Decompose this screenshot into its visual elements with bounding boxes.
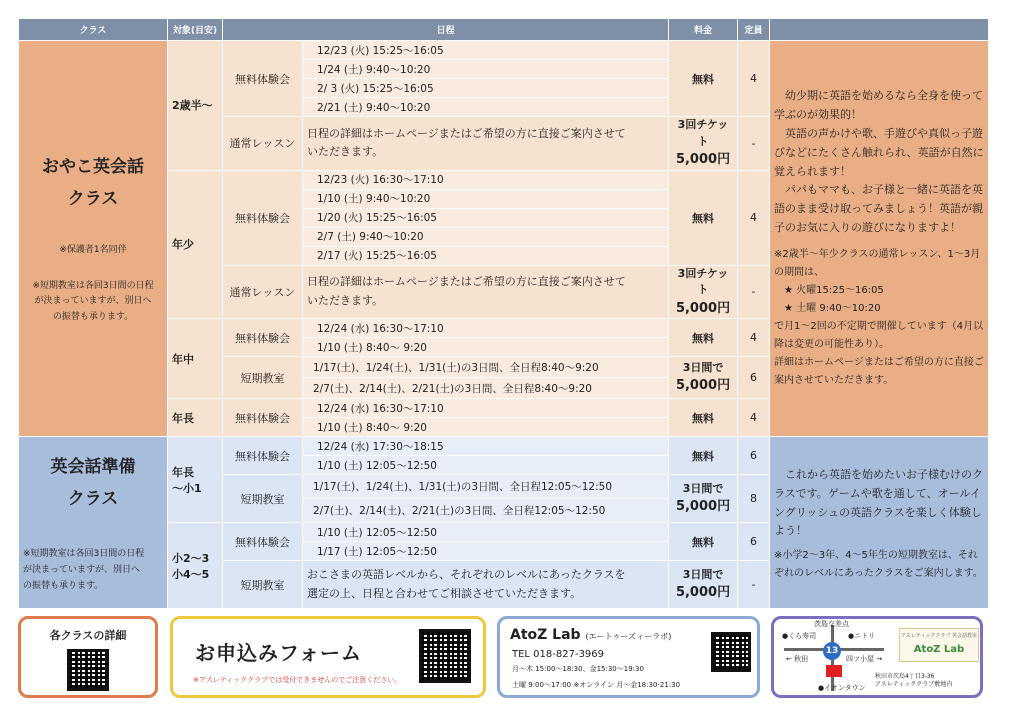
fee-cell: 3回チケット 5,000円 — [669, 265, 738, 319]
date-cell: 1/10 (土) 8:40〜 9:20 — [303, 418, 669, 437]
fee-cell: 無料 — [669, 523, 738, 561]
date-cell: 1/20 (火) 15:25〜16:05 — [303, 208, 669, 227]
capacity-cell: - — [738, 265, 770, 319]
capacity-cell: 6 — [738, 437, 770, 475]
map-label: ●イオンタウン — [818, 684, 866, 692]
fee-cell: 無料 — [669, 437, 738, 475]
capacity-cell: 8 — [738, 475, 770, 523]
map-label: 四ツ小屋 → — [846, 655, 883, 663]
short-label: 短期教室 — [223, 561, 303, 609]
lab-name: AtoZ Lab (エートゥーズィーラボ) — [510, 627, 672, 643]
age-cell: 年長 — [168, 399, 223, 437]
date-cell: 2/7(土)、2/14(土)、2/21(土)の3日間、全日程8:40〜9:20 — [303, 378, 669, 399]
regular-detail: 日程の詳細はホームページまたはご希望の方に直接ご案内させて いただきます。 — [303, 265, 669, 319]
short-detail: おこさまの英語レベルから、それぞれのレベルにあったクラスを 選定の上、日程と合わせてご相談させていただきます。 — [303, 561, 669, 609]
class-details-card[interactable] — [18, 616, 158, 698]
junbi-short-note: ※短期教室は各回3日間の日程 が決まっていますが、別日へ の振替も承ります。 — [23, 549, 145, 591]
phone-number[interactable]: TEL 018-827-3969 — [512, 649, 605, 660]
date-cell: 1/17 (土) 12:05〜12:50 — [303, 542, 669, 561]
junbi-title: 英会話準備 クラス — [50, 456, 136, 509]
fee-cell: 3日間で 5,000円 — [669, 561, 738, 609]
oyako-class-cell — [19, 41, 168, 437]
fee-cell: 3回チケット 5,000円 — [669, 117, 738, 171]
date-cell: 1/10 (土) 9:40〜10:20 — [303, 189, 669, 208]
header-age: 対象(目安) — [168, 19, 223, 41]
header-fee: 料金 — [669, 19, 738, 41]
trial-label: 無料体験会 — [223, 523, 303, 561]
capacity-cell: - — [738, 561, 770, 609]
date-cell: 1/10 (土) 12:05〜12:50 — [303, 456, 669, 475]
age-cell: 年長 〜小1 — [168, 437, 223, 523]
date-cell: 2/ 3 (火) 15:25〜16:05 — [303, 79, 669, 98]
fee-cell: 無料 — [669, 41, 738, 117]
date-cell: 12/23 (火) 16:30〜17:10 — [303, 170, 669, 189]
trial-label: 無料体験会 — [223, 170, 303, 265]
contact-card — [497, 616, 760, 698]
trial-label: 無料体験会 — [223, 437, 303, 475]
map-label: ●ニトリ — [848, 632, 876, 640]
map-card — [771, 616, 983, 698]
junbi-class-cell — [19, 437, 168, 609]
map-label: ← 秋田 — [786, 655, 809, 663]
date-cell: 12/24 (水) 16:30〜17:10 — [303, 399, 669, 418]
trial-label: 無料体験会 — [223, 399, 303, 437]
date-cell: 1/17(土)、1/24(土)、1/31(土)の3日間、全日程12:05〜12:50 — [303, 475, 669, 499]
class-details-label: 各クラスの詳細 — [49, 629, 127, 642]
trial-label: 無料体験会 — [223, 319, 303, 357]
atoz-lab-logo: アスレティッククラブ 英会話教室 AtoZ Lab — [899, 628, 979, 662]
fee-cell: 無料 — [669, 170, 738, 265]
capacity-cell: 4 — [738, 170, 770, 265]
capacity-cell: 4 — [738, 319, 770, 357]
hours-weekday: 月〜木 15:00〜18:30、金15:30〜19:30 — [512, 665, 644, 673]
date-cell: 12/24 (水) 16:30〜17:10 — [303, 319, 669, 338]
qr-code-icon[interactable] — [711, 632, 751, 672]
fee-cell: 3日間で 5,000円 — [669, 475, 738, 523]
header-capacity: 定員 — [738, 19, 770, 41]
junbi-description: これから英語を始めたいお子様むけのクラスです。ゲームや歌を通して、オールイングリッシュの英語クラスを楽しく体験しよう！ ※小学2〜3年、4〜5年生の短期教室は、それぞれのレベルにあったクラスをご案内します。 — [770, 437, 989, 609]
age-cell: 年少 — [168, 170, 223, 319]
date-cell: 2/17 (火) 15:25〜16:05 — [303, 246, 669, 265]
application-form-note: ※アスレティッククラブでは受付できませんのでご注意ください。 — [193, 676, 402, 684]
capacity-cell: - — [738, 117, 770, 171]
schedule-table — [18, 18, 989, 609]
location-marker-icon — [826, 665, 842, 677]
date-cell: 2/7(土)、2/14(土)、2/21(土)の3日間、全日程12:05〜12:50 — [303, 499, 669, 523]
regular-detail: 日程の詳細はホームページまたはご希望の方に直接ご案内させて いただきます。 — [303, 117, 669, 171]
fee-cell: 無料 — [669, 399, 738, 437]
date-cell: 12/23 (火) 15:25〜16:05 — [303, 41, 669, 60]
application-form-card[interactable] — [170, 616, 486, 698]
date-cell: 1/10 (土) 12:05〜12:50 — [303, 523, 669, 542]
age-cell: 年中 — [168, 319, 223, 399]
oyako-short-note: ※短期教室は各回3日間の日程 が決まっていますが、別日へ の振替も承ります。 — [32, 280, 154, 323]
date-cell: 1/10 (土) 8:40〜 9:20 — [303, 338, 669, 357]
oyako-title: おやこ英会話 クラス — [42, 157, 144, 210]
oyako-description: 幼少期に英語を始めるなら全身を使って学ぶのが効果的！ 英語の声かけや歌、手遊びや真似っ子遊びなどにたくさん触れられ、英語が自然に覚えられます！ パパもママも、お子様と一緒に英語を英語のまま受け取ってみましょう！英語が親子のお気に入りの遊びになりますよ！ ※2歳半〜年少クラスの通常レッスン、1〜3月の期間は、 ★ 火曜15:25〜16:05 ★ 土曜 9:40〜10:20 で月1〜2回の不定期で開催しています（4月以降は変更の可能性あり）。 詳細はホームページまたはご希望の方に直接ご案内させていただきます。 — [770, 41, 989, 437]
capacity-cell: 6 — [738, 523, 770, 561]
capacity-cell: 4 — [738, 41, 770, 117]
date-cell: 1/24 (土) 9:40〜10:20 — [303, 60, 669, 79]
regular-label: 通常レッスン — [223, 117, 303, 171]
trial-label: 無料体験会 — [223, 41, 303, 117]
map-label: ●くら寿司 — [782, 632, 817, 640]
capacity-cell: 4 — [738, 399, 770, 437]
date-cell: 2/7 (土) 9:40〜10:20 — [303, 227, 669, 246]
address: 秋田市茨島4丁目3-36 アスレティッククラブ敷地内 — [875, 673, 953, 689]
fee-cell: 3日間で 5,000円 — [669, 357, 738, 399]
oyako-guardian-note: ※保護者1名同伴 — [59, 244, 127, 255]
date-cell: 1/17(土)、1/24(土)、1/31(土)の3日間、全日程8:40〜9:20 — [303, 357, 669, 378]
route-13-icon: 13 — [823, 642, 841, 660]
qr-code-icon[interactable] — [419, 629, 471, 683]
map-label: 茨島交差点 — [814, 620, 849, 628]
date-cell: 12/24 (水) 17:30〜18:15 — [303, 437, 669, 456]
short-label: 短期教室 — [223, 357, 303, 399]
date-cell: 2/21 (土) 9:40〜10:20 — [303, 98, 669, 117]
age-cell: 2歳半〜 — [168, 41, 223, 171]
short-label: 短期教室 — [223, 475, 303, 523]
header-schedule: 日程 — [223, 19, 669, 41]
capacity-cell: 6 — [738, 357, 770, 399]
hours-saturday: 土曜 9:00〜17:00 ※オンライン 月〜金18:30-21:30 — [512, 681, 681, 689]
regular-label: 通常レッスン — [223, 265, 303, 319]
qr-code-icon[interactable] — [67, 649, 109, 691]
fee-cell: 無料 — [669, 319, 738, 357]
age-cell: 小2〜3 小4〜5 — [168, 523, 223, 609]
header-class: クラス — [19, 19, 168, 41]
application-form-title: お申込みフォーム — [195, 641, 362, 665]
